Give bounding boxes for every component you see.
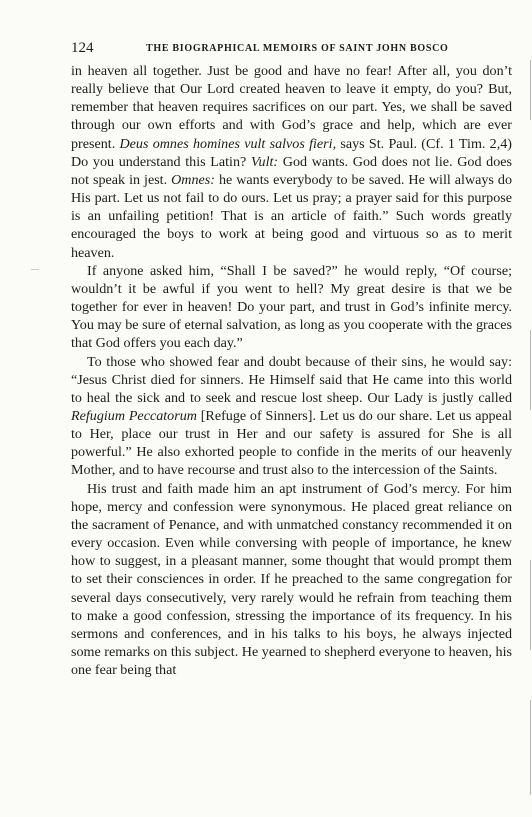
gutter-shadow [530, 560, 531, 650]
italic-phrase: Vult: [250, 153, 279, 170]
text-run: in heaven all together. Just be good and have no fear! After all, you don’t really believe that Our Lord created heaven to leave it empty, do you? But, remember that heaven requires sacrifices on our part. Yes, we shall be saved through our own efforts and with God’s grace and help, which are ever present. [71, 63, 512, 152]
text-run: [Refuge of Sinners]. Let us do our share. Let us appeal to Her, place our trust in Her and our safety is assured for She is all powerful.” He also exhorted people to confide in the merits of our heavenly Mother, and to have recourse and trust also to the intercession of the Saints. [71, 407, 512, 479]
gutter-shadow [530, 60, 531, 120]
text-run: God wants. God does not lie. God does not speak in jest. [71, 153, 513, 188]
text-run: says St. Paul. (Cf. 1 Tim. 2,4) Do you understand this Latin? [71, 135, 512, 170]
margin-tick [31, 269, 39, 270]
paragraph [71, 262, 512, 353]
gutter-shadow [530, 700, 531, 795]
paragraph [71, 62, 512, 262]
text-run: If anyone asked him, “Shall I be saved?” he would reply, “Of course; wouldn’t it be awful if you went to hell? My great desire is that we be together for ever in heaven! Do your part, and trust in God’s infinite mercy. You may be sure of eternal salvation, as long as you cooperate with the graces that God offers you each day.” [71, 262, 512, 352]
paragraph [71, 353, 512, 480]
paragraph [71, 480, 512, 680]
page-number: 124 [71, 40, 94, 56]
italic-phrase: Deus omnes homines vult salvos fieri, [119, 135, 337, 152]
text-run: His trust and faith made him an apt instrument of God’s mercy. For him hope, mercy and confession were synonymous. He placed great reliance on the sacrament of Penance, and with unmatched constancy recommended it on every occasion. Even while conversing with people of importance, he knew how to suggest, in a pleasant manner, some thought that would prompt them to set their consciences in order. If he preached to the same congregation for several days consecutively, very rarely would he refrain from teaching them to make a good confession, stressing the importance of its frequency. In his sermons and conferences, and in his talks to his boys, he always injected some remarks on this subject. He yearned to shepherd everyone to heaven, his one fear being that [71, 480, 512, 679]
text-run: he wants everybody to be saved. He will always do His part. Let us not fail to do ours. Let us pray; a prayer said for this purpose is an unfailing petition! That is an article of faith.” Such words greatly encouraged the boys to work at being good and virtuous so as to merit heaven. [71, 171, 512, 261]
running-header [71, 38, 511, 58]
italic-phrase: Refugium Peccatorum [71, 407, 197, 424]
gutter-shadow [530, 330, 531, 410]
italic-phrase: Omnes: [171, 171, 215, 188]
text-run: To those who showed fear and doubt because of their sins, he would say: “Jesus Christ died for sinners. He Himself said that He came into this world to heal the sick and to seek and rescue lost sheep. Our Lady is justly called [71, 353, 512, 406]
body-text [71, 62, 512, 679]
running-title: THE BIOGRAPHICAL MEMOIRS OF SAINT JOHN BOSCO [146, 43, 449, 54]
